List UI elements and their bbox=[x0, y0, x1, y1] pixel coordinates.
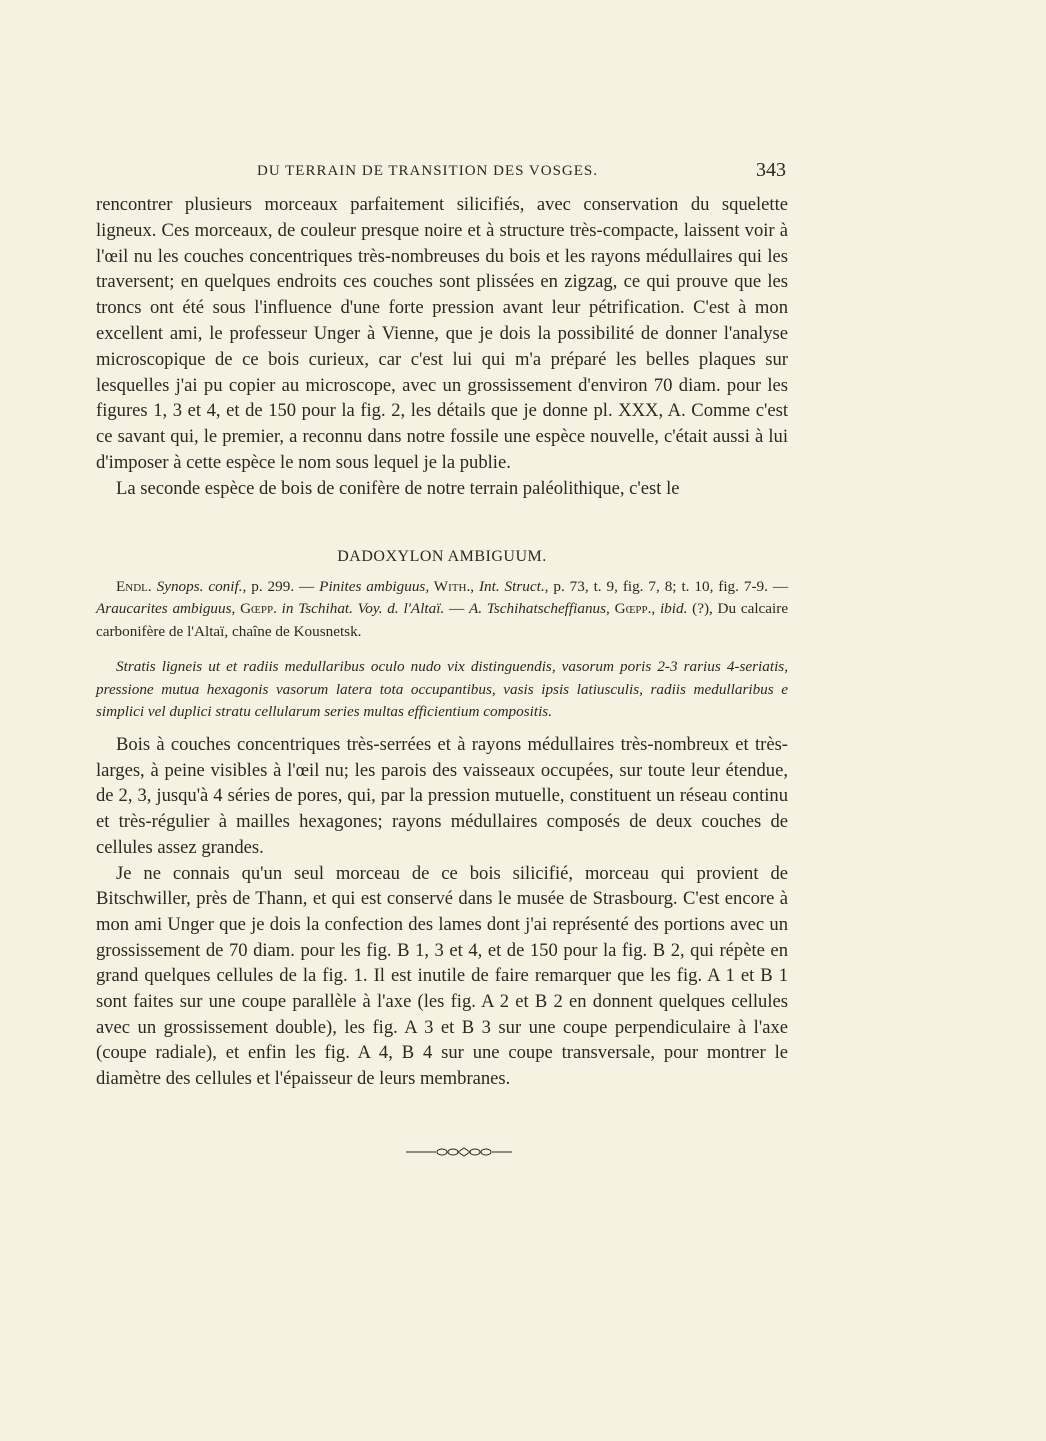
species-heading: DADOXYLON AMBIGUUM. bbox=[337, 548, 547, 565]
synonym-araucarites: Araucarites ambiguus bbox=[96, 600, 232, 618]
end-ornament-icon bbox=[406, 1146, 512, 1158]
intro-text bbox=[96, 192, 788, 502]
intro-paragraph-continued: rencontrer plusieurs morceaux parfaitement silicifiés, avec conservation du squelette ligneux. Ces morceaux, de couleur presque noire et à structure très-compacte, laissent voir à l'œil nu les couches concentriques très-nombreuses du bois et les rayons médullaires qui les traversent; en quelques endroits ces couches sont plissées en zigzag, ce qui prouve que les troncs ont été sous l'influence d'une forte pression avant leur pétrification. C'est à mon excellent ami, le professeur Unger à Vienne, que je dois la possibilité de donner l'analyse microscopique de ce bois curieux, car c'est lui qui m'a préparé les belles plaques sur lesquelles j'ai pu copier au microscope, avec un grossissement d'environ 70 diam. pour les figures 1, 3 et 4, et de 150 pour la fig. 2, les détails que je donne pl. XXX, A. Comme c'est ce savant qui, le premier, a reconnu dans notre fossile une espèce nouvelle, c'était aussi à lui d'imposer à cette espèce le nom sous lequel je la publie. bbox=[96, 194, 788, 473]
author-goepp-2: Gœpp. bbox=[614, 600, 652, 618]
synonymy-text: , bbox=[651, 600, 660, 618]
description-paragraph-2: Je ne connais qu'un seul morceau de ce bois silicifié, morceau qui provient de Bitschwiller, près de Thann, et qui est conservé dans le musée de Strasbourg. C'est encore à mon ami Unger que je dois la confection des lames dont j'ai représenté des portions avec un grossissement de 70 diam. pour les fig. B 1, 3 et 4, et de 150 pour la fig. B 2, qui répète en grand quelques cellules de la fig. 1. Il est inutile de faire remarquer que les fig. A 1 et B 1 sont faites sur une coupe parallèle à l'axe (les fig. A 2 et B 2 en donnent quelques cellules avec un grossissement double), les fig. A 3 et B 3 sur une coupe perpendiculaire à l'axe (coupe radiale), et enfin les fig. A 4, B 4 sur une coupe transversale, pour montrer le diamètre des cellules et l'épaisseur de leurs membranes. bbox=[96, 862, 788, 1090]
synonymy-text: , bbox=[606, 600, 615, 618]
intro-paragraph-2: La seconde espèce de bois de conifère de notre terrain paléolithique, c'est le bbox=[116, 477, 680, 499]
synonymy-paragraph bbox=[96, 576, 788, 643]
diagnosis-paragraph: Stratis ligneis ut et radiis medullaribus oculo nudo vix distinguendis, vasorum poris 2-3 rarius 4-seriatis, pressione mutua hexagonis vasorum latera tota occupantibus, vasis ipsis latiusculis, radiis medullaribus e simplici vel duplici stratu cellularum series multas efficientium compositis. bbox=[96, 658, 788, 720]
synonymy-text: (?), Du calcaire carbonifère de l'Altaï, chaîne de Kousnetsk. bbox=[96, 600, 789, 640]
synonymy-block bbox=[96, 576, 788, 643]
synonym-pinites: Pinites ambiguus, bbox=[319, 578, 430, 595]
header-title: DU TERRAIN DE TRANSITION DES VOSGES. bbox=[257, 163, 599, 179]
ref-tschihat: in Tschihat. Voy. d. l'Altaï. bbox=[281, 600, 445, 618]
ref-int-struct: Int. Struct. bbox=[478, 578, 545, 595]
author-with: With. bbox=[429, 578, 471, 595]
synonymy-text: , bbox=[231, 600, 241, 618]
synonymy-text: , p. 73, t. 9, fig. 7, 8; t. 10, fig. 7-9. — bbox=[544, 578, 789, 595]
author-endl: Endl. bbox=[116, 578, 152, 595]
synonymy-text: , bbox=[470, 578, 479, 595]
running-header bbox=[96, 159, 788, 185]
page-number: 343 bbox=[756, 159, 786, 181]
ref-ibid: ibid. bbox=[659, 600, 688, 618]
description-paragraph-1: Bois à couches concentriques très-serrées et à rayons médullaires très-nombreux et très-larges, à peine visibles à l'œil nu; les parois des vaisseaux occupées, sur toute leur étendue, de 2, 3, jusqu'à 4 séries de pores, qui, par la pression mutuelle, constituent un réseau continu et très-régulier à mailles hexagones; rayons médullaires composés de deux couches de cellules assez grandes. bbox=[96, 734, 788, 858]
synonym-tschihatscheffianus: A. Tschihatscheffianus bbox=[468, 600, 607, 618]
synonymy-text: , p. 299. — bbox=[242, 578, 320, 595]
description-block bbox=[96, 732, 788, 1092]
author-goepp: Gœpp. bbox=[240, 600, 277, 618]
ref-synops: Synops. conif. bbox=[156, 578, 243, 595]
latin-diagnosis bbox=[96, 656, 788, 724]
synonymy-text: — bbox=[444, 600, 469, 618]
